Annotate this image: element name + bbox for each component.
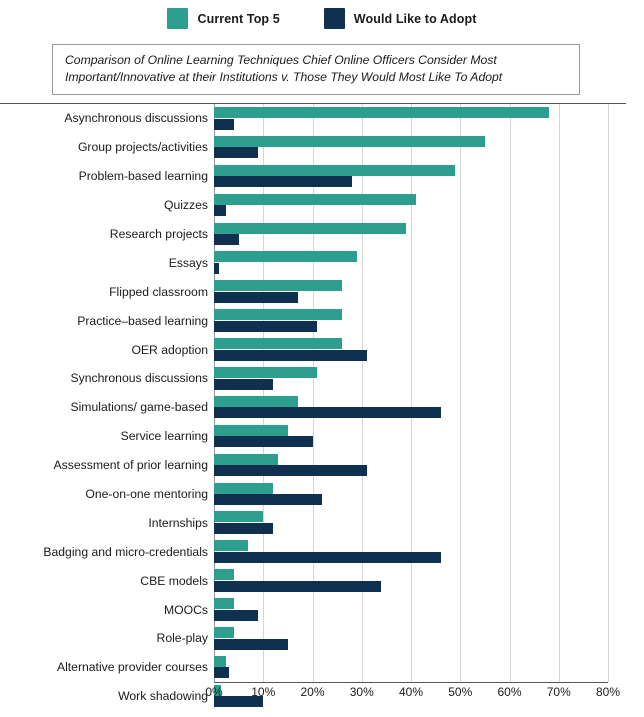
chart-row bbox=[0, 451, 644, 480]
category-label: OER adoption bbox=[131, 342, 208, 357]
bar-group bbox=[214, 306, 608, 335]
bar-current-top-5 bbox=[214, 483, 273, 494]
bar-current-top-5 bbox=[214, 569, 234, 580]
bar-current-top-5 bbox=[214, 338, 342, 349]
bar-current-top-5 bbox=[214, 511, 263, 522]
chart-row bbox=[0, 104, 644, 133]
category-label: Problem-based learning bbox=[78, 169, 208, 184]
bar-group bbox=[214, 133, 608, 162]
bar-group bbox=[214, 393, 608, 422]
bar-would-like-to-adopt bbox=[214, 292, 298, 303]
bar-current-top-5 bbox=[214, 136, 485, 147]
bar-current-top-5 bbox=[214, 107, 549, 118]
bar-current-top-5 bbox=[214, 280, 342, 291]
chart-row bbox=[0, 364, 644, 393]
x-axis-ticks bbox=[205, 685, 621, 705]
x-tick-label: 80% bbox=[595, 685, 621, 699]
bar-current-top-5 bbox=[214, 367, 317, 378]
chart-row bbox=[0, 191, 644, 220]
bar-would-like-to-adopt bbox=[214, 407, 441, 418]
chart-row bbox=[0, 595, 644, 624]
bar-group bbox=[214, 624, 608, 653]
x-tick-label: 70% bbox=[546, 685, 571, 699]
category-label: Synchronous discussions bbox=[70, 371, 208, 386]
category-label: Quizzes bbox=[163, 198, 208, 213]
bar-current-top-5 bbox=[214, 396, 298, 407]
bar-current-top-5 bbox=[214, 223, 406, 234]
x-axis-line bbox=[214, 682, 608, 683]
bar-would-like-to-adopt bbox=[214, 350, 367, 361]
bar-would-like-to-adopt bbox=[214, 119, 234, 130]
bar-would-like-to-adopt bbox=[214, 523, 273, 534]
legend-label: Current Top 5 bbox=[197, 11, 280, 26]
bar-would-like-to-adopt bbox=[214, 436, 313, 447]
chart-row bbox=[0, 653, 644, 682]
bar-current-top-5 bbox=[214, 309, 342, 320]
bar-group bbox=[214, 653, 608, 682]
chart-row bbox=[0, 248, 644, 277]
bar-would-like-to-adopt bbox=[214, 263, 219, 274]
category-label: Alternative provider courses bbox=[56, 660, 208, 675]
bar-would-like-to-adopt bbox=[214, 494, 322, 505]
category-label: Practice–based learning bbox=[77, 313, 208, 328]
bar-current-top-5 bbox=[214, 656, 226, 667]
category-label: Internships bbox=[148, 515, 208, 530]
chart-row bbox=[0, 306, 644, 335]
bar-group bbox=[214, 162, 608, 191]
chart-row bbox=[0, 133, 644, 162]
chart-row bbox=[0, 335, 644, 364]
bar-group bbox=[214, 566, 608, 595]
category-label: Assessment of prior learning bbox=[53, 458, 208, 473]
bar-would-like-to-adopt bbox=[214, 234, 239, 245]
bar-would-like-to-adopt bbox=[214, 639, 288, 650]
category-label: Essays bbox=[168, 255, 208, 270]
x-tick-label: 50% bbox=[448, 685, 473, 699]
category-label: Work shadowing bbox=[118, 689, 208, 704]
bar-group bbox=[214, 508, 608, 537]
legend-swatch-icon bbox=[167, 8, 188, 29]
x-tick-label: 30% bbox=[349, 685, 374, 699]
bar-would-like-to-adopt bbox=[214, 581, 381, 592]
bar-current-top-5 bbox=[214, 627, 234, 638]
bar-group bbox=[214, 104, 608, 133]
chart-row bbox=[0, 508, 644, 537]
x-tick-label: 10% bbox=[251, 685, 276, 699]
bar-would-like-to-adopt bbox=[214, 321, 317, 332]
x-tick-label: 60% bbox=[497, 685, 522, 699]
category-label: One-on-one mentoring bbox=[85, 487, 208, 502]
chart-row bbox=[0, 480, 644, 509]
legend-item-current-top-5 bbox=[167, 8, 279, 29]
category-label: Asynchronous discussions bbox=[64, 111, 208, 126]
x-tick-label: 40% bbox=[398, 685, 424, 699]
bar-group bbox=[214, 595, 608, 624]
bar-current-top-5 bbox=[214, 194, 416, 205]
chart-row bbox=[0, 162, 644, 191]
bar-would-like-to-adopt bbox=[214, 667, 229, 678]
legend-swatch-icon bbox=[324, 8, 345, 29]
chart-row bbox=[0, 220, 644, 249]
bar-current-top-5 bbox=[214, 165, 455, 176]
category-label: MOOCs bbox=[163, 602, 208, 617]
chart-row bbox=[0, 393, 644, 422]
bar-current-top-5 bbox=[214, 251, 357, 262]
chart-row bbox=[0, 537, 644, 566]
legend-label: Would Like to Adopt bbox=[353, 11, 477, 26]
category-label: Flipped classroom bbox=[109, 284, 208, 299]
category-label: Role-play bbox=[156, 631, 208, 646]
bar-current-top-5 bbox=[214, 598, 234, 609]
bar-current-top-5 bbox=[214, 540, 248, 551]
bar-would-like-to-adopt bbox=[214, 379, 273, 390]
bar-current-top-5 bbox=[214, 425, 288, 436]
bar-group bbox=[214, 248, 608, 277]
bar-would-like-to-adopt bbox=[214, 465, 367, 476]
bar-group bbox=[214, 480, 608, 509]
x-tick-label: 20% bbox=[300, 685, 325, 699]
x-tick-label: 0% bbox=[205, 685, 223, 699]
chart-subtitle: Comparison of Online Learning Techniques Chief Online Officers Consider Most Important/Innovative at their Institutions v. Those They Would Most Like To Adopt bbox=[65, 53, 503, 84]
category-label: Simulations/ game-based bbox=[70, 400, 208, 415]
bar-group bbox=[214, 451, 608, 480]
bar-group bbox=[214, 335, 608, 364]
category-label: Badging and micro-credentials bbox=[43, 544, 208, 559]
bar-would-like-to-adopt bbox=[214, 147, 258, 158]
category-label: Service learning bbox=[120, 429, 208, 444]
category-label: Research projects bbox=[109, 227, 208, 241]
bar-would-like-to-adopt bbox=[214, 205, 226, 216]
chart-row bbox=[0, 566, 644, 595]
bar-group bbox=[214, 364, 608, 393]
bar-group bbox=[214, 191, 608, 220]
bar-group bbox=[214, 422, 608, 451]
bar-group bbox=[214, 220, 608, 249]
chart-row bbox=[0, 624, 644, 653]
category-label: Group projects/activities bbox=[77, 140, 208, 155]
chart-row bbox=[0, 422, 644, 451]
chart-row bbox=[0, 277, 644, 306]
bar-would-like-to-adopt bbox=[214, 552, 441, 563]
bar-group bbox=[214, 537, 608, 566]
bar-would-like-to-adopt bbox=[214, 176, 352, 187]
category-label: CBE models bbox=[140, 573, 208, 588]
chart-legend bbox=[0, 8, 644, 29]
chart-subtitle-box bbox=[52, 44, 580, 95]
bar-group bbox=[214, 277, 608, 306]
bar-current-top-5 bbox=[214, 454, 278, 465]
legend-item-would-like-to-adopt bbox=[324, 8, 477, 29]
bar-would-like-to-adopt bbox=[214, 610, 258, 621]
plot-area bbox=[0, 103, 644, 717]
